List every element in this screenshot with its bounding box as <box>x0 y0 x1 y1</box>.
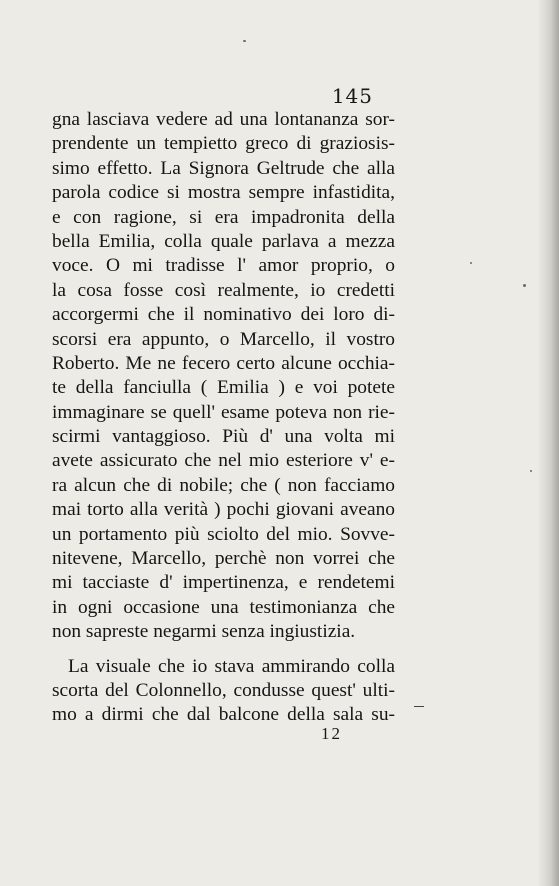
text-line: La visuale che io stava ammirando colla <box>68 655 395 677</box>
text-line: scorsi era appunto, o Marcello, il vostro <box>52 328 395 350</box>
signature-mark: 12 <box>321 724 342 743</box>
body-text <box>52 108 395 728</box>
text-line: immaginare se quell' esame poteva non rie- <box>52 401 395 423</box>
text-line: voce. O mi tradisse l' amor proprio, o <box>52 255 395 277</box>
text-line: gna lasciava vedere ad una lontananza sor- <box>52 109 395 130</box>
page-number: 145 <box>331 84 373 108</box>
paper-speck <box>470 262 472 264</box>
paragraph <box>52 655 395 728</box>
text-line: in ogni occasione una testimonianza che <box>52 596 395 618</box>
text-line: un portamento più sciolto del mio. Sovve- <box>52 523 395 545</box>
page-edge-shadow <box>537 0 559 886</box>
paper-speck <box>523 284 526 287</box>
text-line: nitevene, Marcello, perchè non vorrei che <box>52 548 395 570</box>
text-line: parola codice si mostra sempre infastidita, <box>52 182 395 204</box>
text-line: non sapreste negarmi senza ingiustizia. <box>52 621 356 643</box>
text-line: accorgermi che il nominativo dei loro di- <box>52 304 395 326</box>
text-line: bella Emilia, colla quale parlava a mezza <box>52 230 395 252</box>
text-line: Roberto. Me ne fecero certo alcune occhia- <box>52 352 395 374</box>
text-line: scorta del Colonnello, condusse quest' ulti- <box>52 679 395 701</box>
paper-speck <box>243 40 246 42</box>
text-line: scirmi vantaggioso. Più d' una volta mi <box>52 426 395 448</box>
text-line: prendente un tempietto greco di graziosis- <box>52 133 395 155</box>
margin-dash <box>414 706 424 707</box>
text-line: te della fanciulla ( Emilia ) e voi potete <box>52 377 395 399</box>
text-line: ra alcun che di nobile; che ( non facciamo <box>52 474 395 496</box>
text-line: mai torto alla verità ) pochi giovani aveano <box>52 499 395 521</box>
paragraph <box>52 108 395 645</box>
text-line: mo a dirmi che dal balcone della sala su- <box>52 704 395 726</box>
text-line: mi tacciaste d' impertinenza, e rendetemi <box>52 572 395 594</box>
text-line: simo effetto. La Signora Geltrude che alla <box>52 157 395 179</box>
text-line: avete assicurato che nel mio esteriore v' e- <box>52 450 395 472</box>
paragraph-gap <box>52 645 395 655</box>
text-line: la cosa fosse così realmente, io credetti <box>52 279 395 301</box>
text-line: e con ragione, si era impadronita della <box>52 206 395 228</box>
paper-speck <box>530 470 532 472</box>
